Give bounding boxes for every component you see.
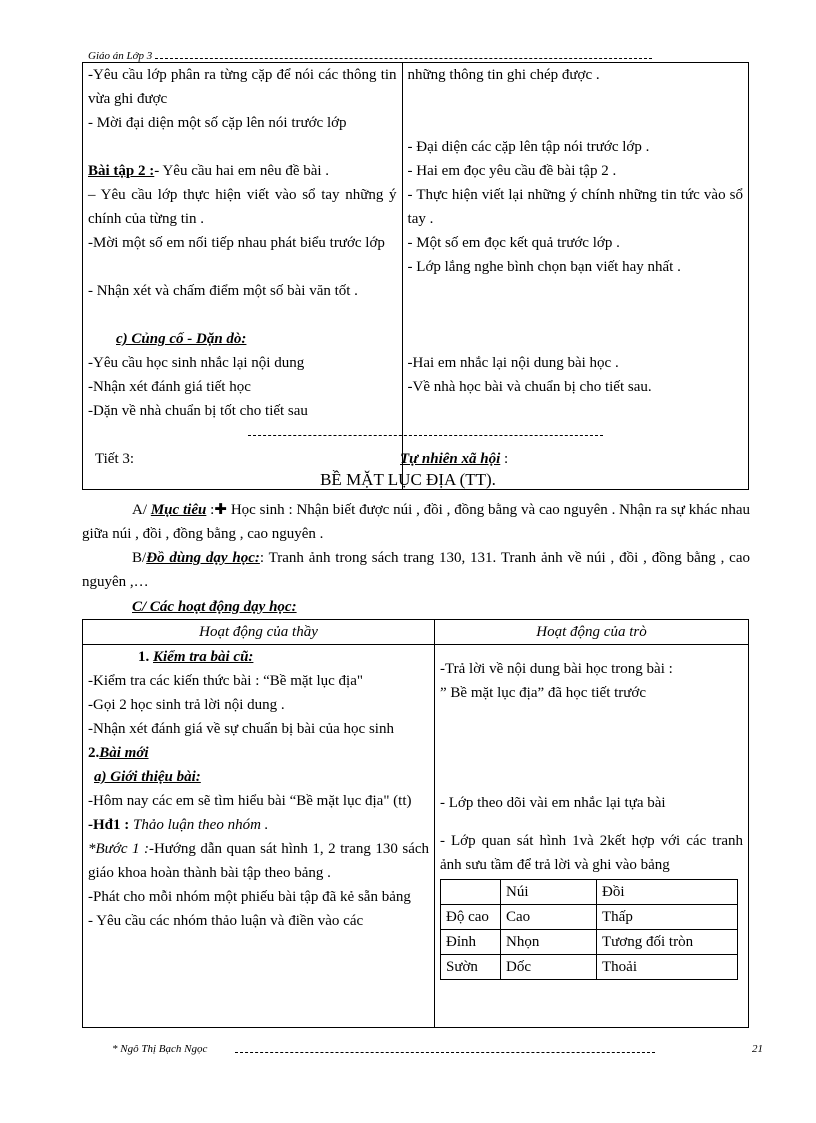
header-rule (155, 58, 652, 59)
step-1-label: *Bước 1 : (88, 841, 149, 857)
student-line: ” Bề mặt lục địa” đã học tiết trước (440, 685, 646, 701)
teacher-line: -Kiểm tra các kiến thức bài : “Bề mặt lục địa" (88, 673, 363, 689)
comparison-cell: Độ cao (441, 905, 501, 930)
objectives-text: :✚ Học sinh : Nhận biết được núi , đồi , đồng bằng và cao nguyên . Nhận ra sự khác nhau giữa núi , đồi , đồng bằng , cao nguyên . (82, 502, 751, 542)
comparison-cell: Nhọn (501, 930, 597, 955)
comparison-table (440, 879, 738, 980)
teacher-line: - Yêu cầu các nhóm thảo luận và điền vào các (88, 913, 364, 929)
student-line: - Lớp quan sát hình 1và 2kết hợp với các tranh ảnh sưu tầm để trả lời và ghi vào bảng (440, 833, 743, 873)
comparison-cell (441, 880, 501, 905)
materials-prefix: B/ (132, 550, 147, 566)
activity-1-label: -Hđ1 : (88, 817, 130, 833)
period-label: Tiết 3: (95, 451, 135, 467)
teacher-line: -Hướng dẫn quan sát hình 1, 2 trang 130 sách giáo khoa hoàn thành bài tập theo bảng . (88, 841, 430, 881)
comparison-cell: Thoải (597, 955, 738, 980)
section-1-number: 1. (138, 649, 153, 665)
teacher-line: - Nhận xét và chấm điểm một số bài văn tốt . (88, 283, 358, 299)
comparison-row (441, 930, 738, 955)
section-2-title: Bài mới (99, 745, 149, 761)
subject-colon: : (504, 451, 509, 467)
activity-table-1 (82, 62, 749, 490)
objectives-paragraph (82, 498, 750, 546)
comparison-cell: Tương đối tròn (597, 930, 738, 955)
student-line: -Trả lời về nội dung bài học trong bài : (440, 661, 673, 677)
table-row (83, 645, 749, 1028)
exercise-2-label: Bài tập 2 : (88, 163, 155, 179)
student-line: - Một số em đọc kết quả trước lớp . - Lớp lắng nghe bình chọn bạn viết hay nhất . (407, 235, 681, 275)
page-header: Giáo án Lớp 3 (88, 50, 153, 62)
materials-label: Đồ dùng dạy học: (146, 550, 260, 566)
comparison-cell: Sườn (441, 955, 501, 980)
student-column (402, 63, 748, 490)
comparison-cell: Đỉnh (441, 930, 501, 955)
materials-text: : Tranh ảnh trong sách trang 130, 131. Tranh ảnh về núi , đồi , đồng bằng , cao nguyên ,… (82, 550, 751, 590)
student-line: - Lớp theo dõi vài em nhắc lại tựa bài (440, 795, 666, 811)
materials-paragraph (82, 546, 750, 594)
comparison-cell: Cao (501, 905, 597, 930)
lesson-title: BỀ MẶT LỤC ĐỊA (TT). (320, 470, 496, 489)
subject-label: Tự nhiên xã hội (400, 451, 501, 467)
teacher-line: – Yêu cầu lớp thực hiện viết vào sổ tay những ý chính của từng tin . (88, 187, 397, 227)
comparison-row (441, 905, 738, 930)
teacher-column (83, 63, 403, 490)
table-header-row (83, 620, 749, 645)
teacher-line: - Mời đại diện một số cặp lên nói trước lớp (88, 115, 347, 131)
activity-1-text: Thảo luận theo nhóm . (129, 817, 269, 833)
teacher-column (83, 645, 435, 1028)
footer-rule (235, 1052, 655, 1053)
comparison-cell: Dốc (501, 955, 597, 980)
objectives-label: Mục tiêu (150, 502, 207, 518)
section-separator (248, 435, 603, 436)
intro-heading: a) Giới thiệu bài: (94, 769, 201, 785)
teacher-line: -Gọi 2 học sinh trả lời nội dung . (88, 697, 285, 713)
consolidation-heading: c) Củng cố - Dặn dò: (116, 331, 247, 347)
activity-table-2 (82, 619, 749, 1028)
teacher-line: -Yêu cầu học sinh nhắc lại nội dung -Nhận xét đánh giá tiết học -Dặn về nhà chuẩn bị tốt cho tiết sau (88, 355, 308, 419)
comparison-cell: Thấp (597, 905, 738, 930)
teacher-line: -Yêu cầu lớp phân ra từng cặp để nói các thông tin vừa ghi được (88, 67, 397, 107)
table-row (83, 63, 749, 490)
footer-author: * Ngô Thị Bạch Ngọc (112, 1043, 208, 1055)
section-2-number: 2. (88, 745, 100, 761)
teacher-line: -Mời một số em nối tiếp nhau phát biểu trước lớp (88, 235, 385, 251)
comparison-row (441, 955, 738, 980)
student-column-header: Hoạt động của trò (435, 620, 749, 645)
student-line: - Hai em đọc yêu cầu đề bài tập 2 . (407, 163, 617, 179)
teacher-line: -Nhận xét đánh giá về sự chuẩn bị bài của học sinh (88, 721, 394, 737)
student-line: -Hai em nhắc lại nội dung bài học . -Về nhà học bài và chuẩn bị cho tiết sau. (407, 355, 652, 395)
comparison-cell: Đồi (597, 880, 738, 905)
student-column (435, 645, 749, 1028)
teacher-line: -Hôm nay các em sẽ tìm hiểu bài “Bề mặt lục địa" (tt) (88, 793, 412, 809)
comparison-cell: Núi (501, 880, 597, 905)
section-1-title: Kiểm tra bài cũ: (153, 649, 254, 665)
page-number: 21 (752, 1043, 763, 1055)
teacher-column-header: Hoạt động của thầy (83, 620, 435, 645)
student-line: - Thực hiện viết lại những ý chính những tin tức vào sổ tay . (407, 187, 743, 227)
teacher-line: - Yêu cầu hai em nêu đề bài . (154, 163, 330, 179)
activities-heading: C/ Các hoạt động dạy học: (132, 599, 297, 615)
objectives-prefix: A/ (132, 502, 151, 518)
student-line: - Đại diện các cặp lên tập nói trước lớp . (407, 139, 650, 155)
comparison-header-row (441, 880, 738, 905)
teacher-line: -Phát cho mỗi nhóm một phiếu bài tập đã kẻ sẵn bảng (88, 889, 411, 905)
student-line: những thông tin ghi chép được . (407, 67, 600, 83)
